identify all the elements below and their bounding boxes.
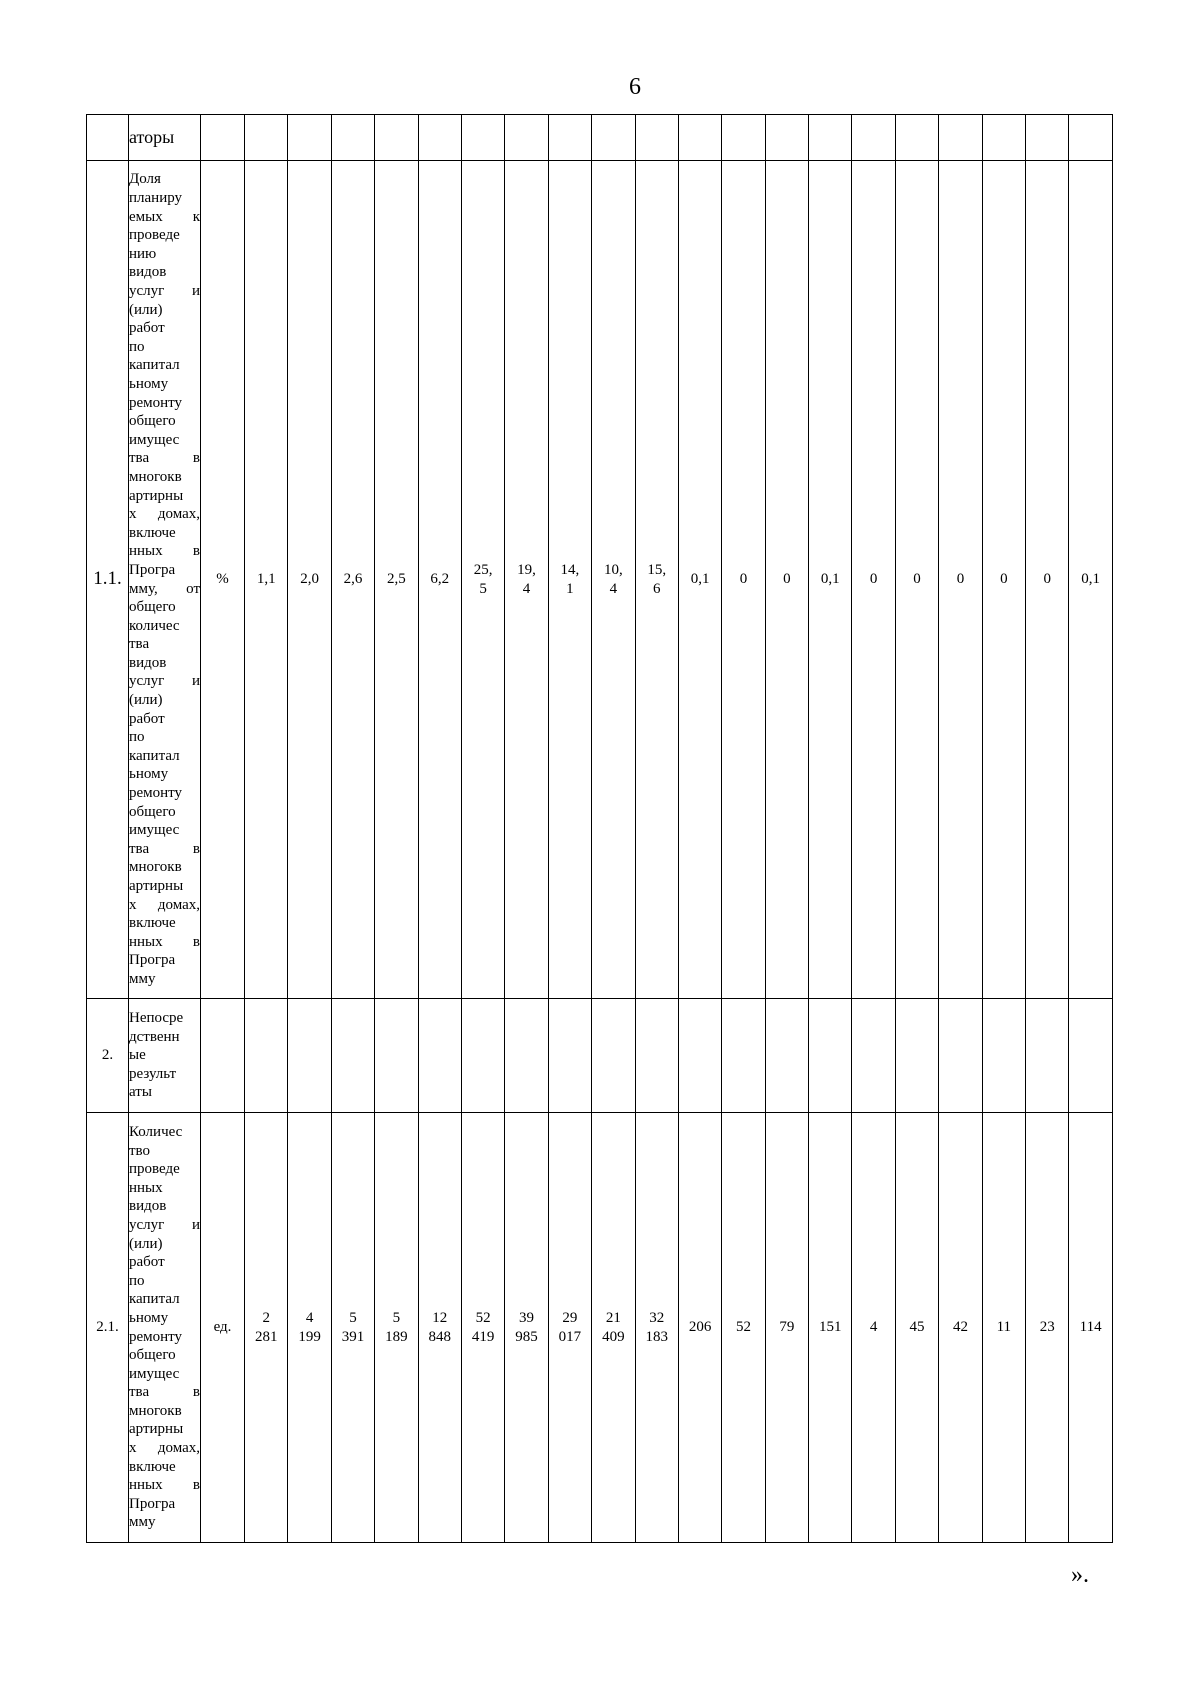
indicator-name-line: включе bbox=[129, 1458, 176, 1475]
indicator-name-line: услуг и bbox=[129, 1216, 200, 1233]
row-number-cell: 1.1. bbox=[87, 161, 129, 999]
value-line: 2,5 bbox=[386, 571, 406, 588]
value-line: 151 bbox=[819, 1319, 842, 1336]
value-cell bbox=[895, 1113, 938, 1543]
value-cell bbox=[678, 161, 721, 999]
value-line: 29 bbox=[562, 1309, 578, 1326]
indicator-name-line: нных bbox=[129, 1179, 163, 1196]
indicator-name-cell bbox=[129, 999, 201, 1113]
value-cell bbox=[852, 115, 895, 161]
indicator-name-line: х домах, bbox=[129, 506, 200, 523]
value-line: 409 bbox=[602, 1328, 625, 1345]
value-cell bbox=[418, 115, 461, 161]
value-line: 0 bbox=[913, 571, 921, 588]
indicator-name-line: видов bbox=[129, 654, 167, 671]
indicator-name-line: услуг и bbox=[129, 283, 200, 299]
value-cell bbox=[245, 999, 288, 1113]
value-cell bbox=[331, 1113, 374, 1543]
value-cell bbox=[635, 999, 678, 1113]
value-cell bbox=[1026, 999, 1069, 1113]
value-line: 52 bbox=[735, 1319, 751, 1336]
indicators-table bbox=[86, 114, 1113, 1543]
indicator-name-line: емых к bbox=[129, 208, 200, 225]
value-line: 4 bbox=[609, 580, 618, 597]
indicator-name-line: результ bbox=[129, 1065, 177, 1082]
value-line: 19, bbox=[517, 561, 536, 578]
value-cell bbox=[635, 161, 678, 999]
table-row bbox=[87, 161, 1113, 999]
value-cell bbox=[1026, 161, 1069, 999]
value-cell bbox=[288, 115, 331, 161]
value-cell bbox=[418, 999, 461, 1113]
value-line: 21 bbox=[605, 1309, 621, 1326]
value-cell bbox=[548, 161, 591, 999]
value-cell bbox=[765, 115, 808, 161]
value-cell bbox=[982, 999, 1025, 1113]
indicator-name-line: ьному bbox=[129, 375, 169, 392]
indicator-name-line: общего bbox=[129, 803, 176, 820]
indicator-name-line: нных в bbox=[129, 933, 200, 950]
value-cell bbox=[809, 999, 852, 1113]
value-cell bbox=[1069, 161, 1112, 999]
indicator-name-line: Доля bbox=[129, 171, 161, 188]
indicator-name-line: ремонту bbox=[129, 785, 183, 802]
value-cell bbox=[331, 161, 374, 999]
value-cell bbox=[722, 1113, 765, 1543]
value-line: 10, bbox=[603, 561, 623, 578]
value-line: 52 bbox=[475, 1309, 491, 1326]
value-cell bbox=[375, 115, 418, 161]
value-cell bbox=[375, 999, 418, 1113]
row-number-cell bbox=[87, 115, 129, 161]
value-line: 11 bbox=[996, 1319, 1012, 1336]
indicator-name-line: капитал bbox=[129, 747, 180, 764]
value-line: 5 bbox=[349, 1309, 357, 1326]
indicator-name-line: ремонту bbox=[129, 394, 183, 411]
indicator-name-line: ьному bbox=[129, 766, 169, 783]
unit-cell: % bbox=[201, 161, 245, 999]
value-line: 5 bbox=[479, 580, 487, 597]
indicator-name-line: Програ bbox=[129, 952, 176, 969]
value-cell bbox=[1069, 999, 1112, 1113]
closing-quote-mark: ». bbox=[1071, 1562, 1089, 1588]
indicator-name-line: аты bbox=[129, 1084, 152, 1101]
value-line: 4 bbox=[869, 1319, 878, 1336]
value-cell bbox=[461, 115, 504, 161]
value-line: 199 bbox=[298, 1328, 321, 1345]
value-cell bbox=[505, 1113, 548, 1543]
value-cell bbox=[939, 115, 982, 161]
value-line: 1 bbox=[566, 580, 574, 597]
indicator-name-cell bbox=[129, 115, 201, 161]
value-cell bbox=[678, 999, 721, 1113]
value-line: 2 bbox=[262, 1309, 270, 1326]
value-cell bbox=[635, 1113, 678, 1543]
value-line: 114 bbox=[1079, 1319, 1102, 1336]
value-cell bbox=[722, 115, 765, 161]
value-cell bbox=[288, 1113, 331, 1543]
value-cell bbox=[765, 161, 808, 999]
indicator-name-line: по bbox=[129, 1272, 145, 1289]
value-line: 391 bbox=[341, 1328, 365, 1345]
value-cell bbox=[982, 115, 1025, 161]
value-line: 2,6 bbox=[343, 571, 363, 588]
indicator-name-line: х домах, bbox=[129, 1440, 200, 1457]
value-cell bbox=[809, 1113, 852, 1543]
indicator-name-line: Количес bbox=[129, 1123, 183, 1140]
indicator-name-line: общего bbox=[129, 599, 176, 616]
value-line: 0 bbox=[1043, 571, 1051, 588]
indicator-name-line: дственн bbox=[129, 1028, 180, 1045]
indicator-name-line: имущес bbox=[129, 431, 180, 448]
indicator-name-line: Програ bbox=[129, 561, 176, 578]
indicator-name-line: видов bbox=[129, 1198, 167, 1215]
indicator-name-line: работ bbox=[129, 1254, 165, 1271]
indicator-name-line: работ bbox=[129, 320, 165, 337]
value-line: 6,2 bbox=[430, 571, 450, 588]
value-cell bbox=[939, 1113, 982, 1543]
value-cell bbox=[592, 161, 635, 999]
value-cell bbox=[895, 999, 938, 1113]
table-row bbox=[87, 115, 1113, 161]
indicator-name-line: тво bbox=[129, 1142, 151, 1159]
value-line: 1,1 bbox=[256, 571, 276, 588]
value-line: 0,1 bbox=[1081, 571, 1100, 588]
indicator-name-line: (или) bbox=[129, 1235, 163, 1252]
value-cell bbox=[288, 161, 331, 999]
indicator-name-line: Програ bbox=[129, 1495, 176, 1512]
value-cell bbox=[548, 1113, 591, 1543]
value-line: 0,1 bbox=[820, 571, 840, 588]
value-line: 0 bbox=[739, 571, 748, 588]
value-line: 985 bbox=[515, 1328, 538, 1345]
indicator-name-line: включе bbox=[129, 524, 176, 541]
indicator-name-line: многокв bbox=[129, 468, 182, 485]
value-line: 0 bbox=[1000, 571, 1008, 588]
value-cell bbox=[765, 999, 808, 1113]
indicator-name-line: нных в bbox=[129, 1477, 200, 1494]
indicator-name-line: услуг и bbox=[129, 673, 200, 690]
value-line: 79 bbox=[779, 1319, 795, 1336]
value-line: 0,1 bbox=[690, 571, 710, 588]
unit-cell bbox=[201, 999, 245, 1113]
value-cell bbox=[678, 1113, 721, 1543]
indicator-name-line: планиру bbox=[129, 190, 183, 207]
value-cell bbox=[461, 1113, 504, 1543]
indicator-name-line: ьному bbox=[129, 1309, 169, 1326]
indicator-name-line: включе bbox=[129, 915, 176, 932]
table-row bbox=[87, 999, 1113, 1113]
indicator-name-line: (или) bbox=[129, 692, 163, 709]
value-cell bbox=[331, 115, 374, 161]
indicator-name-line: общего bbox=[129, 413, 176, 430]
value-cell bbox=[592, 999, 635, 1113]
row-number-cell: 2.1. bbox=[87, 1113, 129, 1543]
indicator-name-line: имущес bbox=[129, 822, 180, 839]
value-line: 23 bbox=[1039, 1319, 1055, 1336]
value-line: 183 bbox=[645, 1328, 668, 1345]
value-cell bbox=[461, 161, 504, 999]
indicator-name-line: по bbox=[129, 729, 145, 746]
indicator-name-line: артирны bbox=[129, 1421, 184, 1438]
value-cell bbox=[505, 161, 548, 999]
value-cell bbox=[765, 1113, 808, 1543]
indicator-name-line: капитал bbox=[129, 1291, 180, 1308]
value-line: 0 bbox=[783, 571, 791, 588]
unit-cell bbox=[201, 115, 245, 161]
indicator-name-line: (или) bbox=[129, 301, 163, 318]
value-line: 0 bbox=[869, 571, 878, 588]
value-cell bbox=[375, 161, 418, 999]
value-cell bbox=[852, 161, 895, 999]
value-line: 25, bbox=[473, 561, 493, 578]
indicator-name-line: мму bbox=[129, 1514, 156, 1531]
value-line: 32 bbox=[649, 1309, 665, 1326]
row-number-cell: 2. bbox=[87, 999, 129, 1113]
value-cell bbox=[678, 115, 721, 161]
value-cell bbox=[1069, 115, 1112, 161]
indicator-name-line: имущес bbox=[129, 1365, 180, 1382]
value-cell bbox=[505, 115, 548, 161]
value-cell bbox=[939, 161, 982, 999]
value-cell bbox=[635, 115, 678, 161]
indicator-name-line: х домах, bbox=[129, 896, 200, 913]
value-line: 2,0 bbox=[300, 571, 319, 588]
value-cell bbox=[592, 1113, 635, 1543]
value-line: 15, bbox=[647, 561, 667, 578]
value-cell bbox=[809, 115, 852, 161]
value-cell bbox=[461, 999, 504, 1113]
indicator-name-line: нных в bbox=[129, 543, 200, 560]
value-cell bbox=[245, 1113, 288, 1543]
value-line: 206 bbox=[688, 1319, 712, 1336]
value-cell bbox=[418, 161, 461, 999]
value-cell bbox=[809, 161, 852, 999]
value-line: 281 bbox=[254, 1328, 278, 1345]
value-cell bbox=[1069, 1113, 1112, 1543]
indicator-name-line: тва в bbox=[129, 450, 200, 467]
indicator-name-line: количес bbox=[129, 617, 180, 634]
value-cell bbox=[852, 999, 895, 1113]
value-line: 848 bbox=[428, 1328, 451, 1345]
unit-cell: ед. bbox=[201, 1113, 245, 1543]
value-cell bbox=[982, 1113, 1025, 1543]
indicator-name-line: многокв bbox=[129, 859, 182, 876]
value-cell bbox=[895, 115, 938, 161]
value-cell bbox=[982, 161, 1025, 999]
indicator-name-line: тва bbox=[129, 636, 150, 653]
value-line: 189 bbox=[385, 1328, 408, 1345]
indicator-name-cell bbox=[129, 1113, 201, 1543]
value-cell bbox=[505, 999, 548, 1113]
indicator-name-line: аторы bbox=[129, 127, 175, 148]
value-cell bbox=[1026, 1113, 1069, 1543]
indicator-name-line: тва в bbox=[129, 1384, 200, 1401]
indicator-name-line: многокв bbox=[129, 1402, 182, 1419]
indicator-name-line: артирны bbox=[129, 487, 184, 504]
value-cell bbox=[722, 161, 765, 999]
indicator-name-line: видов bbox=[129, 264, 167, 281]
indicator-name-line: работ bbox=[129, 710, 165, 727]
value-line: 39 bbox=[519, 1309, 535, 1326]
value-cell bbox=[245, 115, 288, 161]
value-cell bbox=[1026, 115, 1069, 161]
indicator-name-line: нию bbox=[129, 245, 157, 262]
indicator-name-line: артирны bbox=[129, 878, 184, 894]
value-cell bbox=[548, 115, 591, 161]
indicator-name-line: Непосре bbox=[129, 1010, 184, 1027]
value-cell bbox=[852, 1113, 895, 1543]
indicator-name-line: капитал bbox=[129, 357, 180, 374]
value-line: 6 bbox=[652, 580, 661, 597]
value-cell bbox=[331, 999, 374, 1113]
indicator-name-line: проведе bbox=[129, 227, 180, 244]
indicator-name-line: мму, от bbox=[129, 580, 200, 597]
value-cell bbox=[245, 161, 288, 999]
table-row bbox=[87, 1113, 1113, 1543]
value-cell bbox=[375, 1113, 418, 1543]
value-line: 4 bbox=[305, 1309, 314, 1326]
value-line: 0 bbox=[956, 571, 965, 588]
value-cell bbox=[418, 1113, 461, 1543]
value-cell bbox=[939, 999, 982, 1113]
value-line: 017 bbox=[558, 1328, 582, 1345]
value-cell bbox=[895, 161, 938, 999]
indicator-name-line: общего bbox=[129, 1347, 176, 1364]
value-cell bbox=[288, 999, 331, 1113]
value-line: 14, bbox=[560, 561, 580, 578]
value-cell bbox=[548, 999, 591, 1113]
indicator-name-line: проведе bbox=[129, 1161, 180, 1178]
indicator-name-line: мму bbox=[129, 970, 156, 987]
value-line: 42 bbox=[952, 1319, 968, 1336]
value-line: 419 bbox=[471, 1328, 495, 1345]
indicator-name-cell bbox=[129, 161, 201, 999]
indicator-name-line: ые bbox=[129, 1047, 146, 1064]
indicator-name-line: тва в bbox=[129, 840, 200, 857]
value-cell bbox=[592, 115, 635, 161]
value-line: 5 bbox=[392, 1309, 401, 1326]
value-line: 45 bbox=[909, 1319, 925, 1336]
value-line: 4 bbox=[522, 580, 531, 597]
page-number: 6 bbox=[629, 74, 641, 100]
indicator-name-line: по bbox=[129, 338, 145, 355]
indicator-name-line: ремонту bbox=[129, 1328, 183, 1345]
value-cell bbox=[722, 999, 765, 1113]
value-line: 12 bbox=[432, 1309, 448, 1326]
